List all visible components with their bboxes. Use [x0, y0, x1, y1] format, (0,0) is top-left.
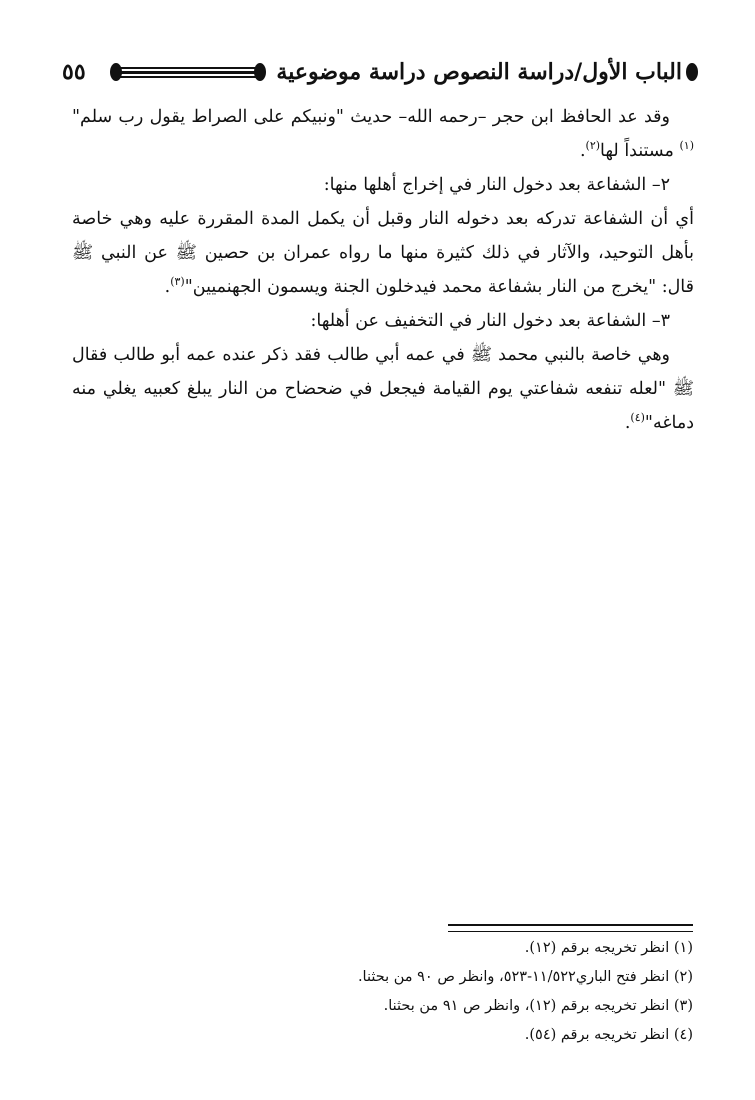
footnote-ref-4[interactable]: (٤)	[630, 411, 645, 425]
footnote-ref-3[interactable]: (٣)	[170, 275, 185, 289]
footnote-3: (٣) انظر تخريجه برقم (١٢)، وانظر ص ٩١ من بحثنا.	[383, 998, 693, 1014]
footnote-ref-1[interactable]: (١)	[679, 139, 694, 153]
paragraph-3: وهي خاصة بالنبي محمد ﷺ في عمه أبي طالب فقد ذكر عنده عمه أبو طالب فقال ﷺ "لعله تنفعه شفاعتي يوم القيامة فيجعل في ضحضاح من النار يبلغ كعبيه يغلي منه دماغه"$^{(٤)}$.	[72, 345, 694, 433]
footnotes	[133, 934, 693, 1050]
footnote-1: (١) انظر تخريجه برقم (١٢).	[524, 940, 693, 956]
chapter-title: الباب الأول/دراسة النصوص دراسة موضوعية	[276, 59, 682, 85]
header-rule	[110, 65, 267, 79]
page-header	[62, 52, 702, 92]
paragraph-2: أي أن الشفاعة تدركه بعد دخوله النار وقبل أن يكمل المدة المقررة عليه وهي خاصة بأهل التوحيد، والآثار في ذلك كثيرة منها ما رواه عمران بن حصين ﷺ عن النبي ﷺ قال: "يخرج من النار بشفاعة محمد فيدخلون الجنة ويسمون الجهنميين"$^{(٣)}$.	[72, 209, 694, 297]
section-heading-2: ٢– الشفاعة بعد دخول النار في إخراج أهلها منها:	[323, 175, 670, 195]
body-text	[72, 100, 694, 440]
header-ornament-right	[686, 63, 698, 81]
paragraph-1: وقد عد الحافظ ابن حجر –رحمه الله– حديث "ونبيكم على الصراط يقول رب سلم"$^{(١)}$ مستنداً لها$^{(٢)}$.	[72, 107, 694, 161]
footnote-separator	[448, 924, 693, 932]
footnote-ref-2[interactable]: (٢)	[585, 139, 601, 153]
footnote-4: (٤) انظر تخريجه برقم (٥٤).	[524, 1027, 693, 1043]
footnote-2: (٢) انظر فتح الباري١١/٥٢٢-٥٢٣، وانظر ص ٩٠ من بحثنا.	[357, 969, 693, 985]
section-heading-3: ٣– الشفاعة بعد دخول النار في التخفيف عن أهلها:	[310, 311, 670, 331]
page-number: ٥٥	[62, 59, 86, 85]
